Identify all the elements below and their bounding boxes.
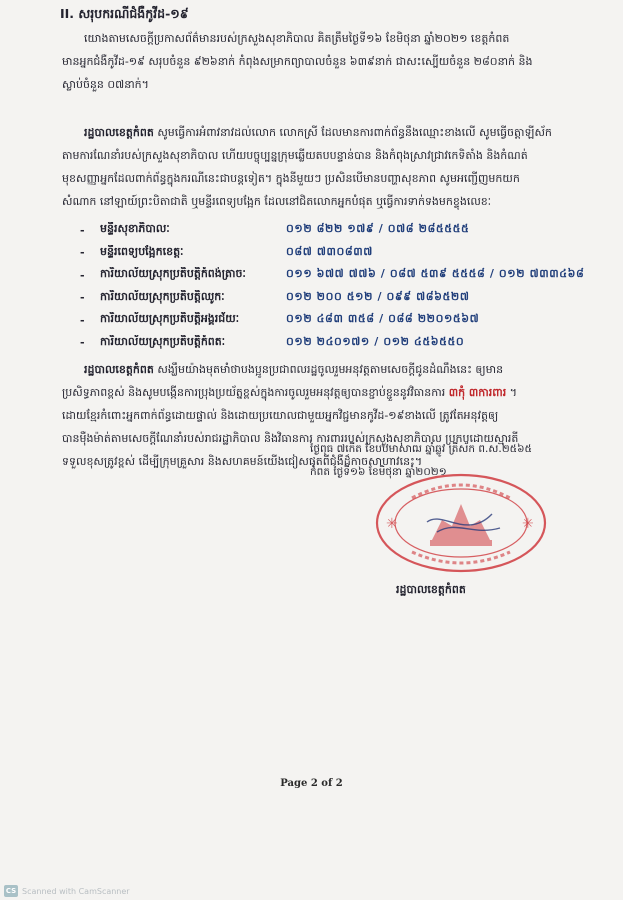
contact-phone: ០៨៧ ៧៣០៨៣៧ bbox=[286, 244, 373, 258]
contact-phone: ០១២ ៤៨៣ ៣៥៨ / ០៨៨ ២២០១៥៦៧ bbox=[286, 312, 480, 326]
contact-office: ការិយាល័យស្រុកប្រតិបត្តិឈូកៈ bbox=[100, 289, 225, 303]
contact-office: មន្ទីរសុខាភិបាលៈ bbox=[100, 222, 170, 236]
contact-office: មន្ទីរពេទ្យបង្អែកខេត្តៈ bbox=[100, 244, 184, 258]
contact-row bbox=[80, 287, 600, 310]
paragraph-text: សូមធ្វើការអំពាវនាវដល់លោក លោកស្រី ដែលមានការពាក់ព័ន្ធនឹងឈ្មោះខាងលើ សូមធ្វើចត្តាឡីស័ក bbox=[157, 126, 552, 139]
bullet-dash: - bbox=[80, 313, 85, 327]
contact-phone: ០១២ ២៤០១៧១ / ០១២ ៤៥៦៥៥០ bbox=[286, 334, 465, 348]
bullet-dash: - bbox=[80, 246, 85, 260]
paragraph-text: សង្ឃឹមយ៉ាងមុតមាំថាបងប្អូនប្រជាពលរដ្ឋចូលរួមអនុវត្តតាមសេចក្ដីជូនដំណឹងនេះ ឲ្យមាន bbox=[157, 363, 504, 376]
paragraph-line: សំណាក នៅឡាយ៍ព្រះបិតាជាតិ ឬមន្ទីរពេទ្យបង្អែក ដែលនៅជិតលោកអ្នកបំផុត ឬធ្វើការទាក់ទងមកខ្ទុងលេខៈ bbox=[62, 195, 492, 208]
page-number: Page 2 of 2 bbox=[280, 778, 343, 789]
paragraph-line bbox=[62, 381, 590, 404]
paragraph-text: ប្រសិទ្ធភាពខ្ពស់ និងសូមបង្កើនការប្រុងប្រយ័ត្នខ្ពស់ក្នុងការចូលរួមអនុវត្តឲ្យបានខ្ជាប់ខ្ជួននូវវិធានការ bbox=[62, 386, 446, 399]
paragraph-line: មានអ្នកជំងឺកូវីដ-១៩ សរុបចំនួន ៩២៦នាក់ កំពុងសម្រាកព្យាបាលចំនួន ៦៣៩នាក់ ជាសះស្បើយចំនួន ២៨០នាក់ និង bbox=[62, 55, 533, 68]
paragraph-line bbox=[62, 358, 590, 381]
contact-row bbox=[80, 332, 600, 355]
bullet-dash: - bbox=[80, 223, 85, 237]
section-heading: II. សរុបករណីជំងឺកូវីដ-១៩ bbox=[60, 6, 189, 21]
contact-phone: ០១២ ២០០ ៥១២ / ០៩៩ ៧៨៦៥២៧ bbox=[286, 289, 470, 303]
scanner-watermark bbox=[4, 884, 130, 898]
administration-name: រដ្ឋបាលខេត្តកំពត bbox=[84, 126, 154, 139]
contact-phone: ០១២ ៨២២ ១៧៩ / ០៧៨ ២៨៥៥៥៥ bbox=[286, 222, 470, 236]
bullet-dash: - bbox=[80, 268, 85, 282]
lunar-date: ថ្ងៃពុធ ៧កើត ខែបឋមាសាឍ ឆ្នាំឆ្លូវ ត្រីស័ក ព.ស.២៥៦៥ bbox=[310, 443, 532, 455]
contact-row bbox=[80, 309, 600, 332]
contact-office: ការិយាល័យស្រុកប្រតិបត្តិអង្គរជ័យៈ bbox=[100, 312, 240, 326]
contact-office: ការិយាល័យស្រុកប្រតិបត្តិកំពតៈ bbox=[100, 334, 226, 348]
highlight-measure: ៣កុំ ៣ការពារ bbox=[448, 386, 507, 399]
signatory-name: រដ្ឋបាលខេត្តកំពត bbox=[396, 583, 466, 596]
scanner-text: Scanned with CamScanner bbox=[22, 886, 130, 896]
paragraph-line: យោងតាមសេចក្ដីប្រកាសព័ត៌មានរបស់ក្រសួងសុខាភិបាល គិតត្រឹមថ្ងៃទី១៦ ខែមិថុនា ឆ្នាំ២០២១ ខេត្តកំពត bbox=[84, 32, 510, 45]
contact-phone: ០១១ ៦៧៧ ៧៧៦ / ០៨៧ ៥៣៩ ៥៥៥៨ / ០១២ ៧៣៣៤៦៨ bbox=[286, 267, 585, 281]
paragraph-line: មុខសញ្ញាអ្នកដែលពាក់ព័ន្ធក្នុងករណីនេះជាបន្តទៀត។ ក្នុងនីមួយៗ ប្រសិនបើមានបញ្ហាសុខភាព សូមអញ្ជើញមកយក bbox=[62, 172, 520, 185]
paragraph-line: តាមការណែនាំរបស់ក្រសួងសុខាភិបាល ហើយបច្ចុប្បន្នក្រុមឆ្លើយតបបន្ទាន់បាន និងកំពុងស្រាវជ្រាវកេទិតាំង និងកំណត់ bbox=[62, 149, 528, 162]
summary-paragraph bbox=[62, 27, 590, 96]
appeal-paragraph bbox=[62, 121, 590, 213]
paragraph-line: ស្លាប់ចំនួន ០៧នាក់។ bbox=[62, 78, 149, 91]
official-stamp bbox=[372, 470, 550, 576]
contact-list bbox=[80, 219, 600, 354]
svg-text:✳: ✳ bbox=[522, 516, 534, 532]
paragraph-line bbox=[62, 121, 590, 144]
contact-row bbox=[80, 264, 600, 287]
camscanner-logo-icon: CS bbox=[5, 887, 17, 895]
bullet-dash: - bbox=[80, 336, 85, 350]
paragraph-line: ដោយខ្មែរកំពោះអ្នកពាក់ព័ន្ធដោយផ្ទាល់ និងដោយប្រយោលជាមួយអ្នកវិជ្ជមានកូវីដ-១៩ខាងលើ ត្រូវតែអនុវត្តឲ្យ bbox=[62, 409, 499, 422]
contact-row bbox=[80, 242, 600, 265]
gregorian-date: កំពត ថ្ងៃទី១៦ ខែមិថុនា ឆ្នាំ២០២១ bbox=[310, 466, 447, 478]
paragraph-line: ទទួលខុសត្រូវខ្ពស់ ដើម្បីក្រុមគ្រួសារ និងសហគមន៍យើងជៀសផុតពីជំងឺដ៏កាចសាហាវនេះ។ bbox=[62, 455, 423, 468]
paragraph-line: បានម៉ឺងម៉ាត់តាមសេចក្ដីណែនាំរបស់រាជរដ្ឋាភិបាល និងវិធានការ ការពាររបស់ក្រសួងសុខាភិបាល ប្រកបដោយស្មារតី bbox=[62, 432, 519, 445]
contact-row bbox=[80, 219, 600, 242]
administration-name: រដ្ឋបាលខេត្តកំពត bbox=[84, 363, 154, 376]
contact-office: ការិយាល័យស្រុកប្រតិបត្តិកំពង់ត្រាចៈ bbox=[100, 267, 246, 281]
paragraph-text: ។ bbox=[509, 386, 517, 399]
bullet-dash: - bbox=[80, 291, 85, 305]
svg-text:✳: ✳ bbox=[386, 516, 398, 532]
